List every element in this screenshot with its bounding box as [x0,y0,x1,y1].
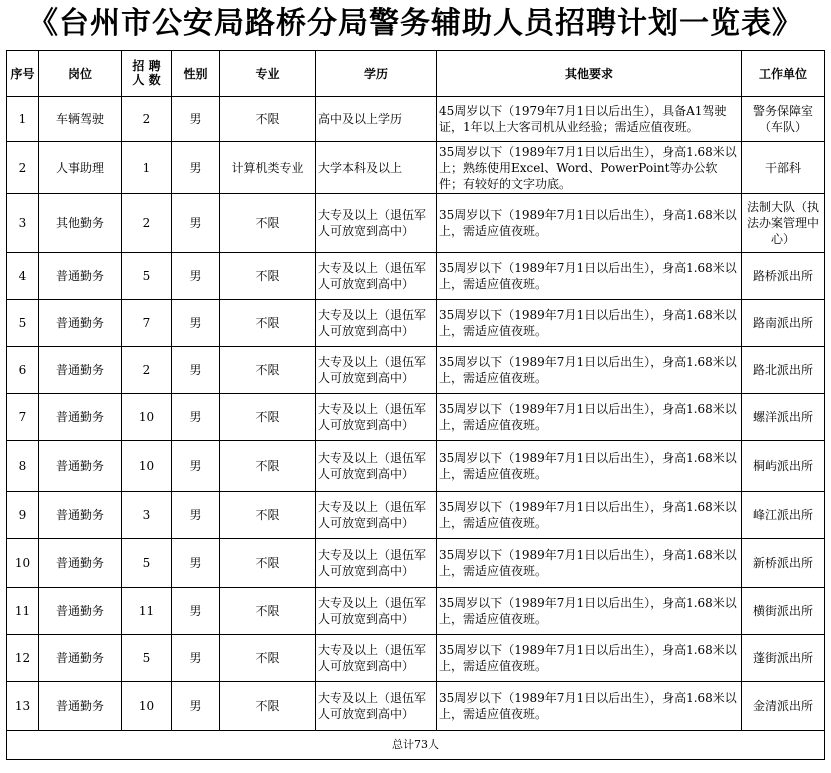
table-row [7,539,825,588]
cell-position: 普通勤务 [39,394,122,441]
cell-seq: 4 [7,253,39,300]
cell-education: 大专及以上（退伍军人可放宽到高中） [316,588,437,635]
cell-count: 2 [122,97,172,142]
cell-count: 11 [122,588,172,635]
cell-education: 大专及以上（退伍军人可放宽到高中） [316,441,437,492]
cell-major: 不限 [220,97,316,142]
cell-requirements: 35周岁以下（1989年7月1日以后出生），身高1.68米以上；熟练使用Excel、Word、PowerPoint等办公软件；有较好的文字功底。 [437,142,742,194]
cell-unit: 法制大队（执法办案管理中心） [742,194,825,253]
cell-count: 2 [122,347,172,394]
header-major: 专业 [220,51,316,97]
cell-major: 不限 [220,539,316,588]
cell-seq: 9 [7,492,39,539]
cell-position: 普通勤务 [39,539,122,588]
cell-position: 普通勤务 [39,441,122,492]
cell-count: 10 [122,441,172,492]
cell-education: 大专及以上（退伍军人可放宽到高中） [316,253,437,300]
cell-position: 车辆驾驶 [39,97,122,142]
cell-unit: 路北派出所 [742,347,825,394]
cell-requirements: 35周岁以下（1989年7月1日以后出生），身高1.68米以上，需适应值夜班。 [437,588,742,635]
cell-count: 1 [122,142,172,194]
cell-unit: 路桥派出所 [742,253,825,300]
cell-requirements: 35周岁以下（1989年7月1日以后出生），身高1.68米以上，需适应值夜班。 [437,539,742,588]
table-row [7,492,825,539]
cell-position: 普通勤务 [39,253,122,300]
cell-seq: 11 [7,588,39,635]
cell-gender: 男 [172,539,220,588]
table-row [7,142,825,194]
cell-position: 普通勤务 [39,588,122,635]
cell-count: 10 [122,394,172,441]
cell-unit: 螺洋派出所 [742,394,825,441]
cell-education: 大专及以上（退伍军人可放宽到高中） [316,394,437,441]
cell-count: 3 [122,492,172,539]
cell-major: 不限 [220,300,316,347]
cell-gender: 男 [172,347,220,394]
total-cell: 总计73人 [7,731,825,760]
table-header-row [7,51,825,97]
cell-seq: 13 [7,682,39,731]
page-title: 《台州市公安局路桥分局警务辅助人员招聘计划一览表》 [28,6,803,41]
cell-position: 普通勤务 [39,682,122,731]
cell-requirements: 35周岁以下（1989年7月1日以后出生），身高1.68米以上，需适应值夜班。 [437,347,742,394]
cell-position: 普通勤务 [39,492,122,539]
cell-seq: 3 [7,194,39,253]
cell-gender: 男 [172,635,220,682]
cell-position: 其他勤务 [39,194,122,253]
cell-major: 不限 [220,588,316,635]
cell-seq: 6 [7,347,39,394]
cell-major: 不限 [220,347,316,394]
table-row [7,635,825,682]
cell-count: 5 [122,539,172,588]
cell-education: 大专及以上（退伍军人可放宽到高中） [316,682,437,731]
cell-requirements: 45周岁以下（1979年7月1日以后出生），具备A1驾驶证，1年以上大客司机从业经验；需适应值夜班。 [437,97,742,142]
cell-unit: 干部科 [742,142,825,194]
cell-gender: 男 [172,194,220,253]
cell-seq: 7 [7,394,39,441]
cell-major: 不限 [220,253,316,300]
cell-requirements: 35周岁以下（1989年7月1日以后出生），身高1.68米以上，需适应值夜班。 [437,253,742,300]
cell-education: 大学本科及以上 [316,142,437,194]
cell-major: 不限 [220,194,316,253]
cell-unit: 蓬街派出所 [742,635,825,682]
recruitment-table [6,50,825,760]
cell-education: 高中及以上学历 [316,97,437,142]
table-row [7,300,825,347]
cell-gender: 男 [172,492,220,539]
cell-requirements: 35周岁以下（1989年7月1日以后出生），身高1.68米以上，需适应值夜班。 [437,394,742,441]
cell-major: 不限 [220,635,316,682]
table-row [7,394,825,441]
cell-unit: 路南派出所 [742,300,825,347]
header-education: 学历 [316,51,437,97]
cell-count: 2 [122,194,172,253]
cell-education: 大专及以上（退伍军人可放宽到高中） [316,194,437,253]
cell-count: 7 [122,300,172,347]
cell-gender: 男 [172,588,220,635]
cell-count: 10 [122,682,172,731]
header-count-label: 招 聘 人 数 [132,59,161,87]
cell-education: 大专及以上（退伍军人可放宽到高中） [316,492,437,539]
table-row [7,194,825,253]
cell-position: 普通勤务 [39,347,122,394]
header-position: 岗位 [39,51,122,97]
table-row [7,682,825,731]
cell-major: 不限 [220,394,316,441]
cell-gender: 男 [172,253,220,300]
table-row [7,588,825,635]
total-row [7,731,825,760]
cell-gender: 男 [172,394,220,441]
cell-unit: 金清派出所 [742,682,825,731]
cell-position: 普通勤务 [39,635,122,682]
cell-seq: 8 [7,441,39,492]
cell-requirements: 35周岁以下（1989年7月1日以后出生），身高1.68米以上，需适应值夜班。 [437,441,742,492]
cell-education: 大专及以上（退伍军人可放宽到高中） [316,539,437,588]
cell-position: 人事助理 [39,142,122,194]
header-unit: 工作单位 [742,51,825,97]
cell-seq: 10 [7,539,39,588]
cell-seq: 1 [7,97,39,142]
cell-unit: 横街派出所 [742,588,825,635]
cell-seq: 12 [7,635,39,682]
cell-major: 不限 [220,441,316,492]
cell-gender: 男 [172,682,220,731]
table-row [7,347,825,394]
cell-position: 普通勤务 [39,300,122,347]
cell-requirements: 35周岁以下（1989年7月1日以后出生），身高1.68米以上，需适应值夜班。 [437,492,742,539]
table-row [7,253,825,300]
cell-gender: 男 [172,142,220,194]
cell-seq: 5 [7,300,39,347]
cell-unit: 警务保障室（车队） [742,97,825,142]
cell-unit: 桐屿派出所 [742,441,825,492]
table-row [7,97,825,142]
table-row [7,441,825,492]
cell-requirements: 35周岁以下（1989年7月1日以后出生），身高1.68米以上，需适应值夜班。 [437,194,742,253]
cell-major: 不限 [220,682,316,731]
cell-count: 5 [122,635,172,682]
cell-gender: 男 [172,441,220,492]
cell-education: 大专及以上（退伍军人可放宽到高中） [316,347,437,394]
cell-gender: 男 [172,97,220,142]
header-seq: 序号 [7,51,39,97]
cell-requirements: 35周岁以下（1989年7月1日以后出生），身高1.68米以上，需适应值夜班。 [437,682,742,731]
header-count [122,51,172,97]
cell-unit: 峰江派出所 [742,492,825,539]
cell-gender: 男 [172,300,220,347]
cell-unit: 新桥派出所 [742,539,825,588]
header-gender: 性别 [172,51,220,97]
cell-major: 不限 [220,492,316,539]
cell-count: 5 [122,253,172,300]
cell-requirements: 35周岁以下（1989年7月1日以后出生），身高1.68米以上，需适应值夜班。 [437,300,742,347]
cell-seq: 2 [7,142,39,194]
cell-education: 大专及以上（退伍军人可放宽到高中） [316,300,437,347]
cell-major: 计算机类专业 [220,142,316,194]
header-requirements: 其他要求 [437,51,742,97]
cell-requirements: 35周岁以下（1989年7月1日以后出生），身高1.68米以上，需适应值夜班。 [437,635,742,682]
cell-education: 大专及以上（退伍军人可放宽到高中） [316,635,437,682]
